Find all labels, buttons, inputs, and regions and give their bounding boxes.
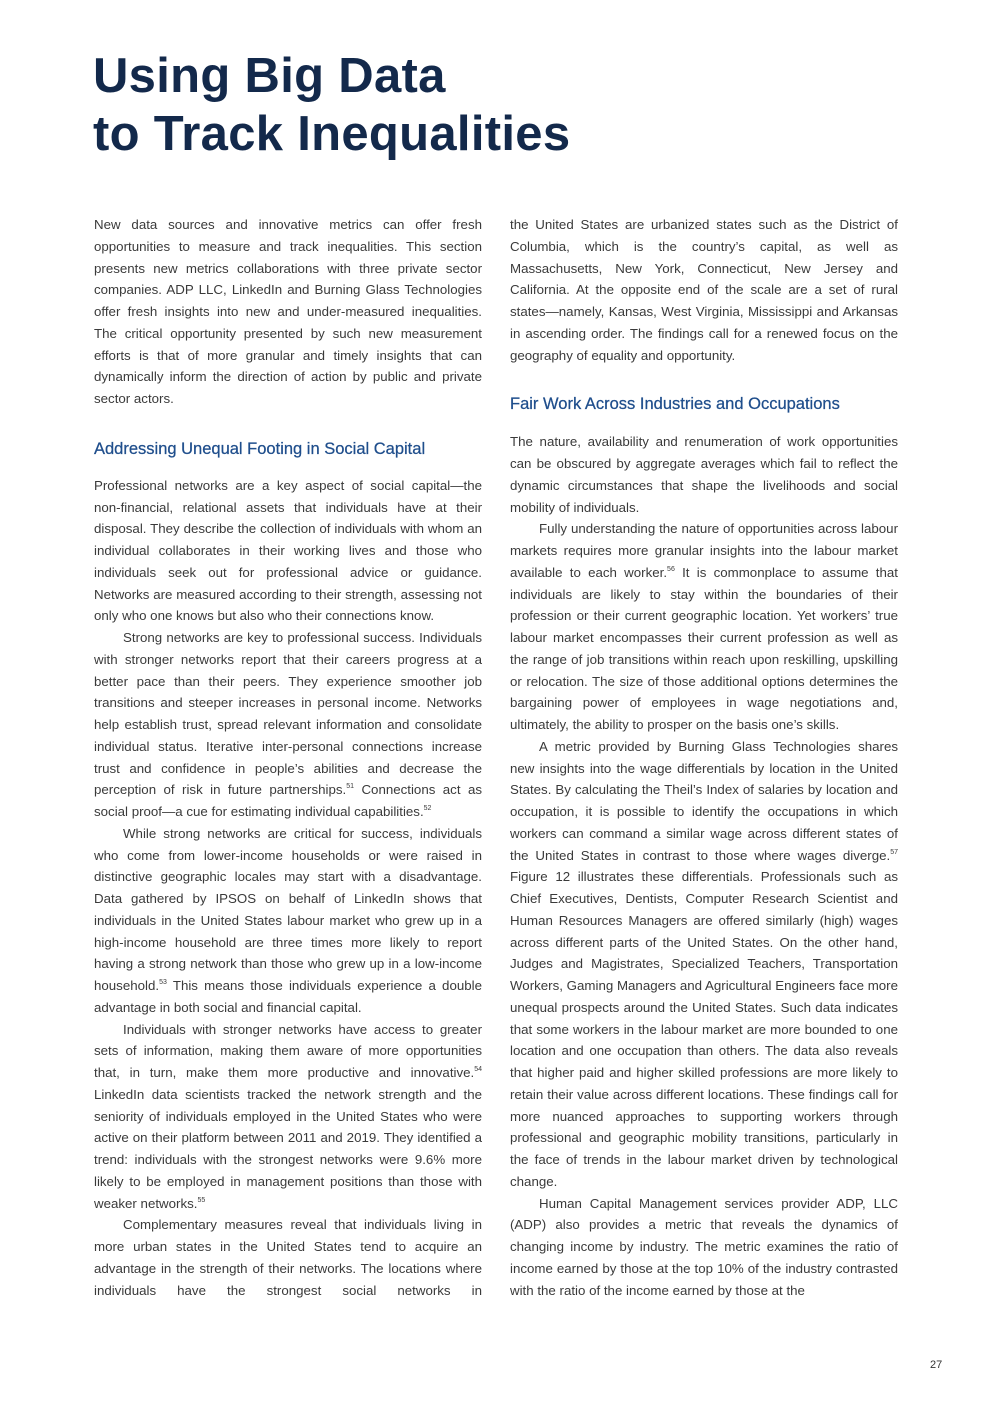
paragraph-text: Strong networks are key to professional success. Individuals with stronger networks report that their careers progress at a better pace than their peers. They experience smoother job transitions and steeper increases in personal income. Networks help establish trust, spread relevant information and consolidate individual status. Iterative inter-personal connections increase trust and confidence in people’s abilities and decrease the perception of risk in future partnerships. [94,630,482,798]
paragraph-text: New data sources and innovative metrics can offer fresh opportunities to measure and track inequalities. This section presents new metrics collaborations with three private sector companies. ADP LLC, LinkedIn and Burning Glass Technologies offer fresh insights into new and under-measured inequalities. The critical opportunity presented by such new measurement efforts is that of more granular and timely insights that can dynamically inform the direction of action by public and private sector actors. [94,217,482,406]
paragraph-text: Complementary measures reveal that individuals living in more urban states in the United States tend to acquire an advantage in the strength of their networks. The locations where individuals have the strongest social networks in [94,1217,482,1298]
footnote-reference[interactable]: 56 [667,565,675,573]
page-number: 27 [930,1359,943,1371]
paragraph-text: Human Capital Management services provider ADP, LLC (ADP) also provides a metric that reveals the dynamics of changing income by industry. The metric examines the ratio of income earned by those at the top 10% of the industry contrasted with the ratio of the income earned by those at the [510,1195,898,1298]
paragraph-text: The nature, availability and renumeration of work opportunities can be obscured by aggregate averages which fail to reflect the dynamic circumstances that shape the livelihoods and social mobility of individuals. [510,434,898,515]
continued-paragraph [510,214,898,366]
paragraph-text: This means those individuals experience a double advantage in both social and financial capital. [94,978,482,1015]
page-title-line: to Track Inequalities [93,107,571,161]
paragraph-text: While strong networks are critical for success, individuals who come from lower-income households or were raised in distinctive geographic locales may start with a disadvantage. Data gathered by IPSOS on behalf of LinkedIn shows that individuals in the United States labour market who grew up in a high-income household are three times more likely to report having a strong network than those who grew up in a low-income household. [94,825,482,993]
paragraph-text: Professional networks are a key aspect of social capital—the non-financial, relational assets that individuals have at their disposal. They describe the collection of individuals with whom an individual collaborates in their working lives and those who individuals seek out for professional advice or guidance. Networks are measured according to their strength, assessing not only who one knows but also who their connections know. [94,477,482,624]
paragraph-text: It is commonplace to assume that individuals are likely to stay within the boundaries of their profession or their current geographic location. Yet workers’ true labour market encompasses their current profession as well as the range of job transitions within reach upon reskilling, upskilling or relocation. The size of those additional options determines the bargaining power of employees in wage negotiations and, ultimately, the ability to prosper on the basis one’s skills. [510,564,898,732]
footnote-reference[interactable]: 55 [197,1196,206,1204]
body-paragraph [94,823,482,1019]
intro-paragraphs [94,214,482,410]
right-column [510,214,898,1301]
section-heading-social-capital: Addressing Unequal Footing in Social Capital [94,439,426,458]
paragraph-text: LinkedIn data scientists tracked the network strength and the seniority of individuals employed in the United States who were active on their platform between 2011 and 2019. They identified a trend: individuals with the strongest networks were 9.6% more likely to be employed in management positions than those with weaker networks. [94,1086,482,1211]
page-title [93,47,570,163]
paragraph-text: A metric provided by Burning Glass Technologies shares new insights into the wage differentials by location in the United States. By calculating the Theil’s Index of salaries by location and occupation, it is possible to identify the occupations in which workers can command a similar wage across different states of the United States in contrast to those where wages diverge. [510,738,898,863]
social-capital-paragraphs [94,475,482,1302]
paragraph-text: the United States are urbanized states such as the District of Columbia, which is the country’s capital, as well as Massachusetts, New York, Connecticut, New Jersey and California. At the opposite end of the scale are a set of rural states—namely, Kansas, West Virginia, Mississippi and Arkansas in ascending order. The findings call for a renewed focus on the geography of equality and opportunity. [510,217,898,363]
body-paragraph [94,475,482,627]
section-heading-fair-work: Fair Work Across Industries and Occupations [510,395,840,414]
body-paragraph [94,1214,482,1301]
paragraph-text: Connections act as social proof—a cue for estimating individual capabilities. [94,782,482,819]
paragraph-text: Fully understanding the nature of opportunities across labour markets requires more granular insights into the labour market available to each worker. [510,521,898,580]
body-paragraph [510,518,898,736]
paragraph-text: Figure 12 illustrates these differentials. Professionals such as Chief Executives, Dentists, Computer Research Scientist and Human Resources Managers are offered similarly (high) wages across different parts of the United States. On the other hand, Judges and Magistrates, Specialized Teachers, Transportation Workers, Gaming Managers and Agricultural Engineers face more unequal prospects around the United States. Such data indicates that some workers in the labour market are more bounded to one location and one occupation than others. The data also reveals that higher paid and higher skilled professions are more likely to retain their value across different locations. These findings call for more nuanced approaches to supporting workers through professional and geographic mobility transitions, particularly in the face of trends in the labour market driven by technological change. [510,869,898,1189]
footnote-reference[interactable]: 51 [346,783,355,791]
footnote-reference[interactable]: 52 [423,805,432,812]
body-paragraph [510,1193,898,1302]
footnote-reference[interactable]: 57 [890,848,898,856]
body-paragraph [94,1019,482,1215]
body-paragraph [94,214,482,410]
footnote-reference[interactable]: 53 [159,979,167,986]
fair-work-paragraphs [510,431,898,1301]
body-paragraph [94,627,482,823]
body-paragraph [510,736,898,1193]
paragraph-text: Individuals with stronger networks have access to greater sets of information, making them aware of more opportunities that, in turn, make them more productive and innovative. [94,1021,482,1080]
page-title-line: Using Big Data [93,49,446,103]
body-paragraph [510,431,898,518]
footnote-reference[interactable]: 54 [474,1066,482,1073]
body-paragraph [510,214,898,366]
left-column [94,214,482,1301]
